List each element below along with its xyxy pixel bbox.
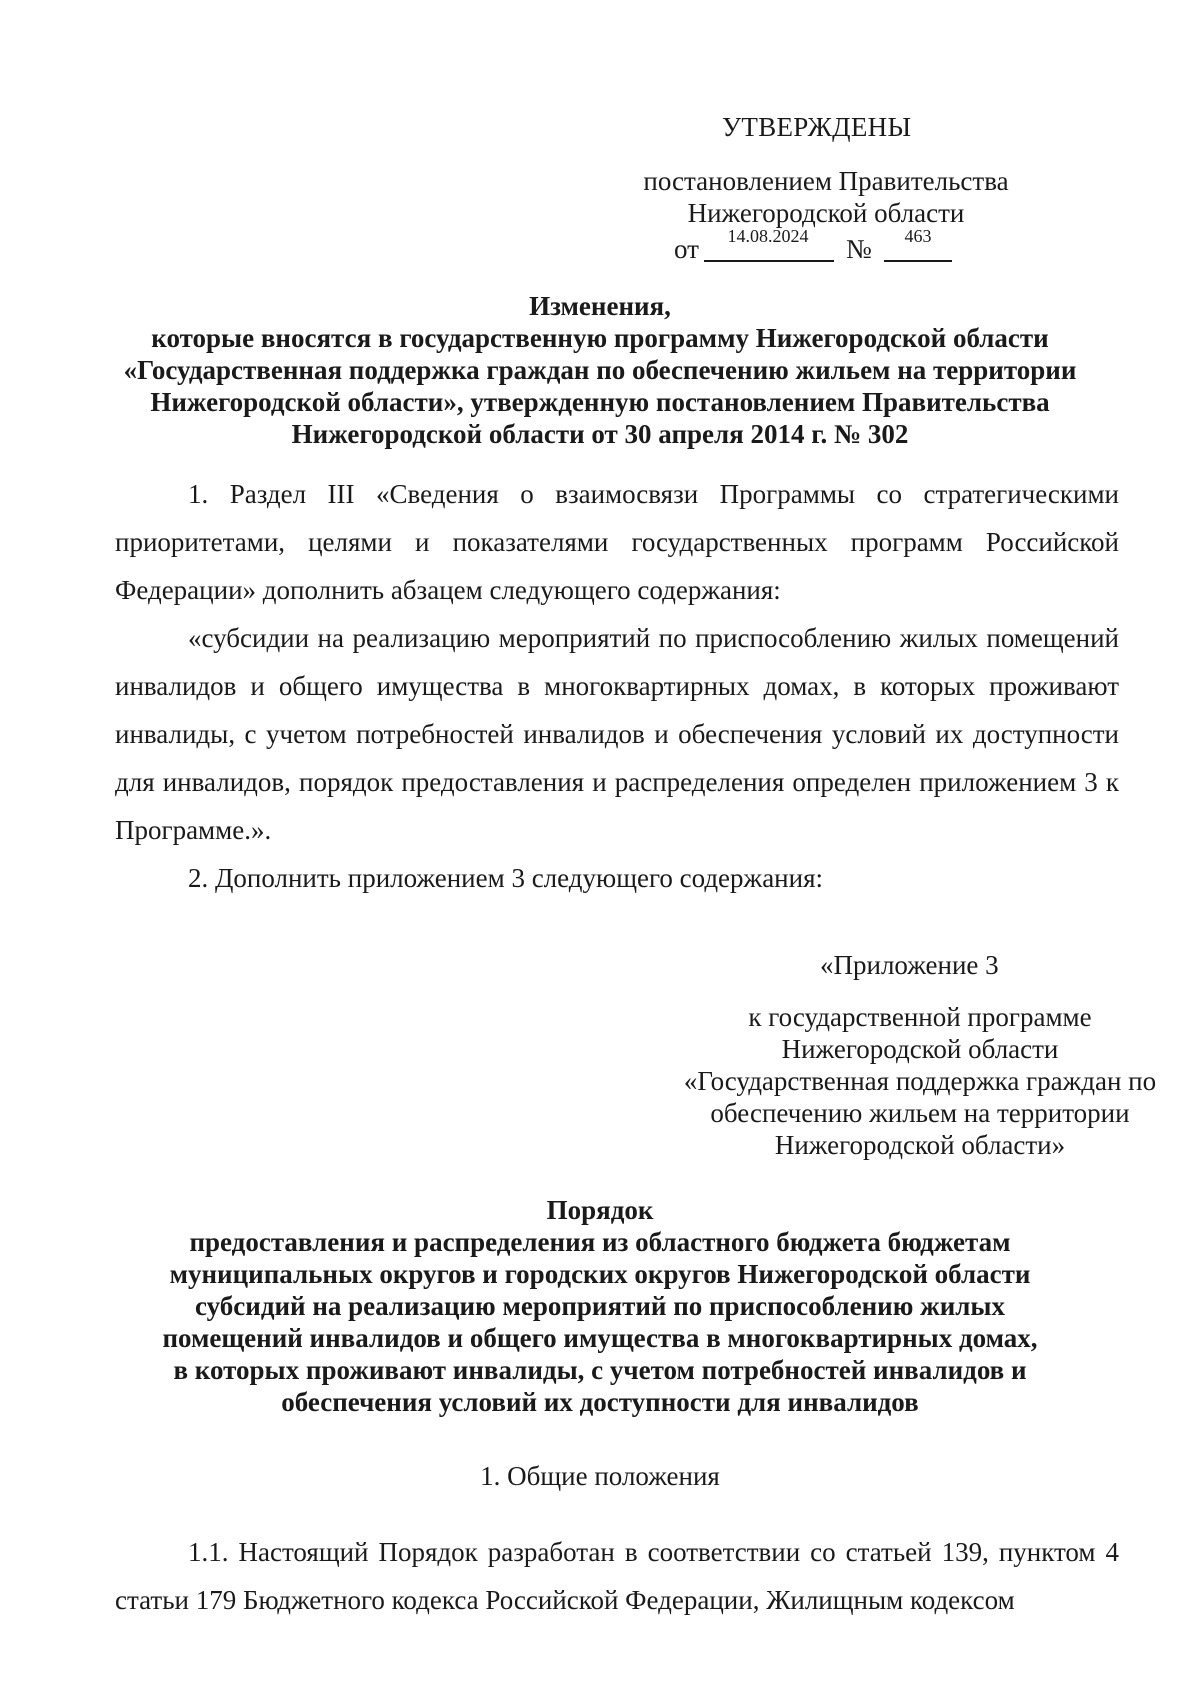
from-label: от (674, 234, 699, 264)
title-line: которые вносятся в государственную программу Нижегородской области (151, 323, 1049, 353)
attachment-line: Нижегородской области (781, 1034, 1059, 1064)
attachment-caption (650, 1001, 1190, 1161)
approval-lines (600, 165, 1052, 229)
order-title-line: в которых проживают инвалиды, с учетом потребностей инвалидов и (173, 1355, 1027, 1385)
paragraph-3: 2. Дополнить приложением 3 следующего содержания: (188, 863, 824, 893)
number-underline (884, 260, 952, 262)
approval-stamp: УТВЕРЖДЕНЫ (722, 112, 912, 142)
approval-number: 463 (904, 226, 932, 246)
approval-line: Нижегородской области (687, 198, 965, 228)
changes-body (115, 470, 1119, 902)
order-title-line: Порядок (546, 1195, 654, 1225)
document-title (100, 290, 1100, 450)
approval-date-row (674, 226, 1004, 266)
order-title-line: обеспечения условий их доступности для инвалидов (281, 1387, 919, 1417)
order-title-line: субсидий на реализацию мероприятий по приспособлению жилых (195, 1291, 1005, 1321)
title-line: Изменения, (529, 291, 671, 321)
number-label: № (846, 234, 872, 264)
title-line: Нижегородской области от 30 апреля 2014 г. № 302 (291, 419, 909, 449)
order-title-line: помещений инвалидов и общего имущества в многоквартирных домах, (162, 1323, 1038, 1353)
approval-date: 14.08.2024 (727, 226, 809, 246)
paragraph-2: «субсидии на реализацию мероприятий по приспособлению жилых помещений инвалидов и общего имущества в многоквартирных домах, в которых проживают инвалиды, с учетом потребностей инвалидов и обеспечения условий их доступности для инвалидов, порядок предоставления и распределения определен приложением 3 к Программе.». (115, 623, 1119, 845)
attachment-line: «Государственная поддержка граждан по (683, 1066, 1157, 1096)
section-body (115, 1528, 1119, 1624)
attachment-line: Нижегородской области» (774, 1130, 1066, 1160)
paragraph-1: 1. Раздел III «Сведения о взаимосвязи Программы со стратегическими приоритетами, целями и показателями государственных программ Российской Федерации» дополнить абзацем следующего содержания: (115, 479, 1119, 605)
paragraph-1-1: 1.1. Настоящий Порядок разработан в соответствии со статьей 139, пунктом 4 статьи 179 Бюджетного кодекса Российской Федерации, Жилищным кодексом (115, 1537, 1119, 1615)
order-title-line: муниципальных округов и городских округов Нижегородской области (169, 1259, 1031, 1289)
order-title-line: предоставления и распределения из областного бюджета бюджетам (189, 1227, 1011, 1257)
attachment-line: к государственной программе (748, 1002, 1092, 1032)
title-line: Нижегородской области», утвержденную постановлением Правительства (150, 387, 1050, 417)
attachment-line: обеспечению жильем на территории (710, 1098, 1130, 1128)
attachment-label: «Приложение 3 (820, 950, 999, 980)
approval-line: постановлением Правительства (643, 166, 1009, 196)
title-line: «Государственная поддержка граждан по обеспечению жильем на территории (123, 355, 1077, 385)
date-underline (704, 260, 834, 262)
order-title (100, 1194, 1100, 1418)
section-heading: 1. Общие положения (480, 1461, 720, 1491)
